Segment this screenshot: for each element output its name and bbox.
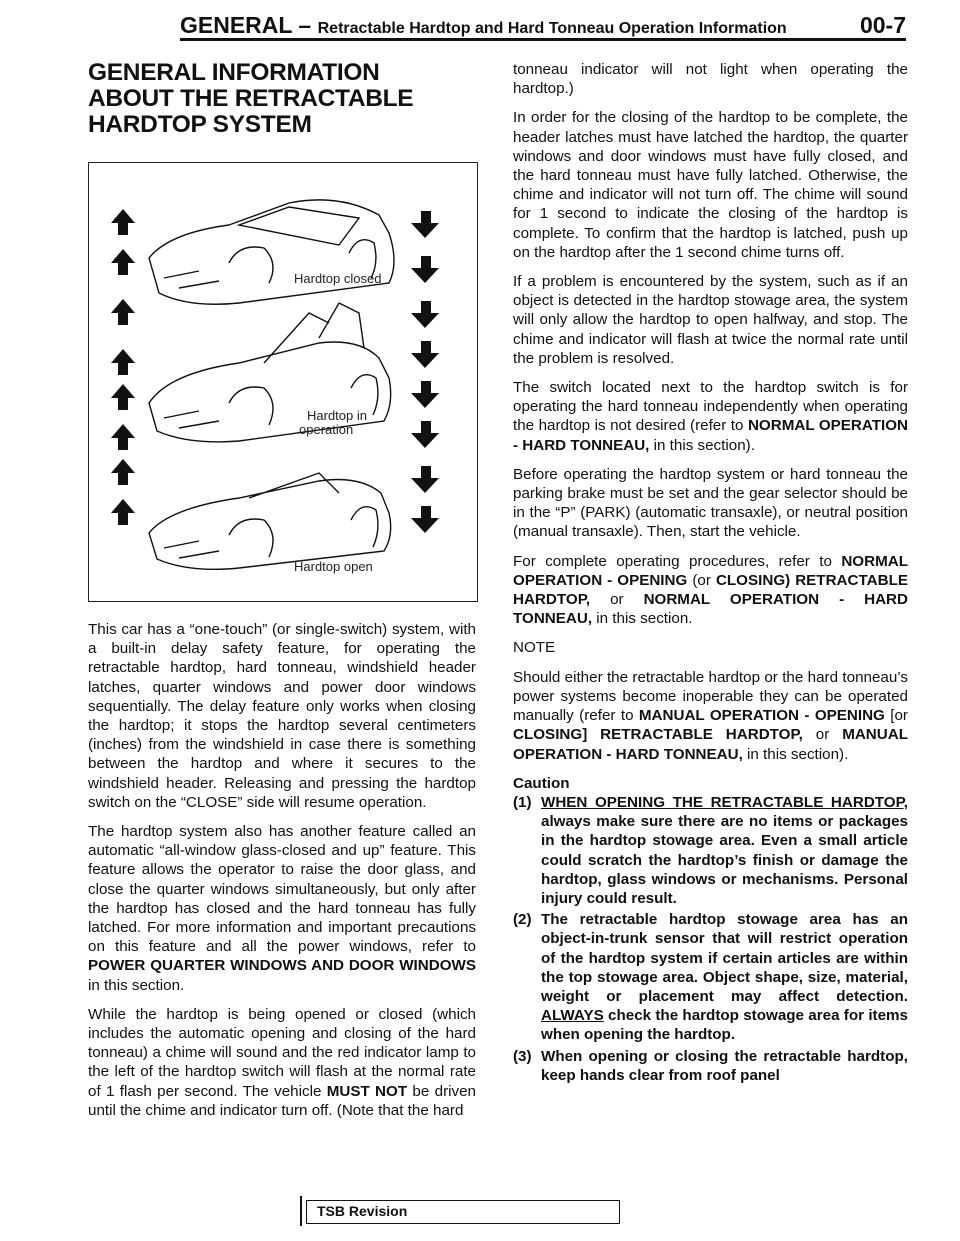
note-title: NOTE [513,639,556,657]
section-heading [88,60,476,138]
tsb-revision-label: TSB Revision [317,1203,408,1219]
caution-list [513,793,908,1085]
label-hardtop-closed: Hardtop closed [294,271,382,286]
text-run: or [590,591,644,609]
text-run: [or [884,707,908,725]
page-number: 00-7 [859,12,906,38]
down-arrows [411,211,439,533]
keyword-reference: POWER QUARTER WINDOWS AND DOOR WINDOWS [88,957,476,975]
caution-number: (1) [513,793,532,811]
header-title [180,12,787,39]
caution-item [513,793,908,908]
heading-line: ABOUT THE RETRACTABLE [88,85,414,112]
paragraph [88,822,476,995]
left-column [88,60,476,1130]
paragraph: Before operating the hardtop system or hard tonneau the parking brake must be set and the gear selector should be in the “P” (PARK) (automatic transaxle), or neutral position (manual transaxle). Then, start the vehicle. [513,465,908,541]
paragraph [513,378,908,455]
car-illustration [89,163,477,601]
label-hardtop-open: Hardtop open [294,559,373,574]
hardtop-operation-figure [88,162,478,602]
text-run: in this section. [592,610,693,628]
text-run: be driven until the chime and indicator turn off. (Note that the hard [88,1082,476,1119]
footer-tick [300,1196,302,1226]
paragraph [513,552,908,629]
text-run: The hardtop system also has another feature called an automatic “all-window glass-closed and up” feature. This feature allows the operator to raise the door glass, and close the quarter windows simultaneously, but only after the hardtop has closed and the hard tonneau has fully latched. For more information and important precautions on this feature and all the power windows, refer to [88,823,476,956]
text-run: in this section). [649,436,755,454]
heading-line: HARDTOP SYSTEM [88,111,312,138]
header-rule [180,38,906,41]
caution-text: always make sure there are no items or packages in the hardtop stowage area. Even a small article could scratch the hardtop’s finish or damage the hardtop, glass windows or mechanisms. Personal injury could result. [541,813,908,907]
caution-underlined: ALWAYS [541,1007,604,1025]
text-run: or [802,726,843,744]
car-closed-drawing [149,200,394,304]
text-run: in this section. [88,976,185,994]
caution-number: (3) [513,1047,532,1065]
caution-item [513,1047,908,1085]
text-run: Should either the retractable hardtop or the hard tonneau’s power systems become inoperable they can be operated manually (refer to [513,668,908,725]
caution-number: (2) [513,911,532,929]
tsb-revision-box [306,1200,620,1224]
heading-line: GENERAL INFORMATION [88,59,380,86]
text-run: While the hardtop is being opened or closed (which includes the automatic opening and closing of the hard tonneau) a chime will sound and the red indicator lamp to the left of the hardtop switch will flash at the normal rate of 1 flash per second. The vehicle [88,1005,476,1100]
keyword-reference: CLOSING) RETRACTABLE HARDTOP, [513,571,908,609]
note-paragraph [513,668,908,764]
label-hardtop-operation-line2: operation [299,422,354,437]
keyword-reference: MANUAL OPERATION - OPENING [638,707,885,725]
keyword-reference: MANUAL OPERATION - HARD TONNEAU, [513,726,908,763]
right-column [513,60,908,1087]
keyword-reference: NORMAL OPERATION - HARD TONNEAU, [513,591,908,628]
text-run: in this section). [742,745,849,763]
caution-item [513,910,908,1044]
text-run: The switch located next to the hardtop switch is for operating the hard tonneau independently when operating the hardtop is not desired (refer to [513,379,908,435]
paragraph: tonneau indicator will not light when operating the hardtop.) [513,61,908,98]
paragraph [88,1005,476,1120]
keyword-emphasis: MUST NOT [326,1082,408,1100]
label-hardtop-operation-line1: Hardtop in [307,408,367,423]
header-section: GENERAL – [180,12,312,38]
paragraph: This car has a “one-touch” (or single-switch) system, with a built-in delay safety feature, for operating the retractable hardtop, hard tonneau, windshield header latches, quarter windows and power door windows sequentially. The delay feature only works when closing the hardtop; it stops the hardtop several centimeters (inches) from the windshield in case there is something between the hardtop and where it secures to the windshield header. Releasing and pressing the hardtop switch on the “CLOSE” side will resume operation. [88,621,476,811]
paragraph: If a problem is encountered by the system, such as if an object is detected in the hardtop stowage area, the system will only allow the hardtop to open halfway, and stop. The chime and indicator will flash at twice the normal rate until the problem is resolved. [513,273,908,367]
caution-title: Caution [513,774,570,792]
text-run: For complete operating procedures, refer to [513,552,842,570]
keyword-reference: CLOSING] RETRACTABLE HARDTOP, [513,726,803,744]
text-run: (or [687,571,716,589]
paragraph: In order for the closing of the hardtop to be complete, the header latches must have latched the hardtop, the quarter windows and door windows must have fully closed, and the hard tonneau must have fully latched. Otherwise, the chime and indicator will not turn off. The chime will sound for 1 second to indicate the closing of the hardtop is complete. To confirm that the hardtop is latched, push up on the hardtop after the 1 second chime turns off. [513,109,908,261]
up-arrows [111,209,135,525]
caution-text: The retractable hardtop stowage area has an object-in-trunk sensor that will restrict operation of the hardtop system if certain articles are within the top stowage area. Object shape, size, material, weight or placement may affect detection. [541,911,908,1005]
header-subtitle: Retractable Hardtop and Hard Tonneau Operation Information [317,20,787,37]
caution-underlined: WHEN OPENING THE RETRACTABLE HARDTOP, [541,793,908,811]
keyword-reference: NORMAL OPERATION - HARD TONNEAU, [513,417,908,454]
keyword-reference: NORMAL OPERATION - OPENING [513,552,908,589]
car-open-drawing [149,473,391,569]
caution-text: When opening or closing the retractable hardtop, keep hands clear from roof panel [541,1047,908,1084]
caution-text: check the hardtop stowage area for items when opening the hardtop. [541,1007,908,1044]
